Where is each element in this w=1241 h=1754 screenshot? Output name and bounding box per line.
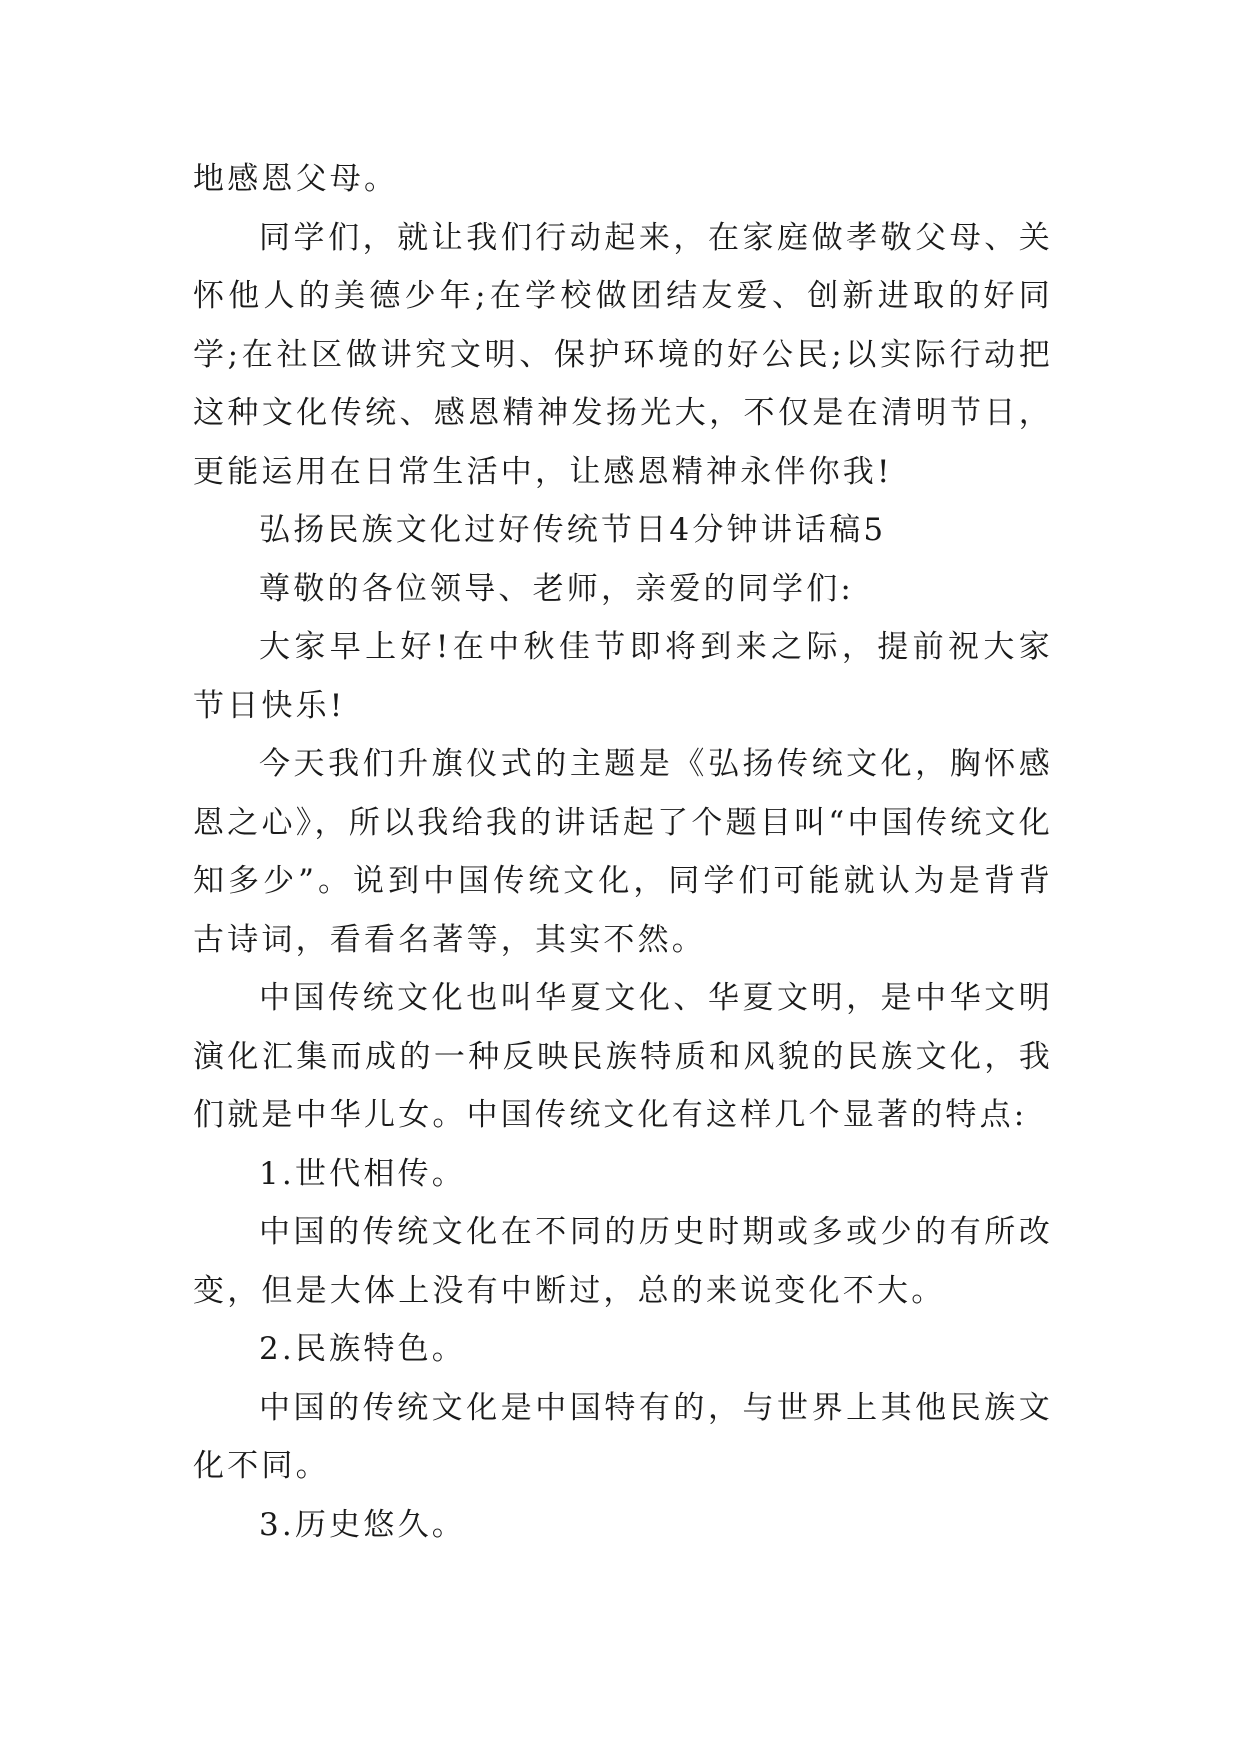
paragraph-item-2-detail: 中国的传统文化是中国特有的，与世界上其他民族文化不同。 [193, 1389, 1053, 1484]
paragraph-theme: 今天我们升旗仪式的主题是《弘扬传统文化，胸怀感恩之心》，所以我给我的讲话起了个题目叫“中国传统文化知多少”。说到中国传统文化，同学们可能就认为是背背古诗词，看看名著等，其实不然。 [193, 746, 1053, 958]
list-item-3: 3.历史悠久。 [259, 1506, 466, 1543]
paragraph-salutation: 尊敬的各位领导、老师，亲爱的同学们: [259, 570, 855, 607]
section-heading: 弘扬民族文化过好传统节日4分钟讲话稿5 [259, 512, 887, 548]
paragraph-greeting: 大家早上好!在中秋佳节即将到来之际，提前祝大家节日快乐! [193, 629, 1053, 724]
paragraph-definition: 中国传统文化也叫华夏文化、华夏文明，是中华文明演化汇集而成的一种反映民族特质和风貌的民族文化，我们就是中华儿女。中国传统文化有这样几个显著的特点: [193, 980, 1053, 1133]
paragraph-call-to-action: 同学们，就让我们行动起来，在家庭做孝敬父母、关怀他人的美德少年;在学校做团结友爱、创新进取的好同学;在社区做讲究文明、保护环境的好公民;以实际行动把这种文化传统、感恩精神发扬光大，不仅是在清明节日，更能运用在日常生活中，让感恩精神永伴你我! [193, 219, 1053, 490]
document-body [193, 150, 1053, 1554]
list-item-1: 1.世代相传。 [259, 1155, 466, 1192]
paragraph-continuation: 地感恩父母。 [193, 161, 399, 197]
paragraph-item-1-detail: 中国的传统文化在不同的历史时期或多或少的有所改变，但是大体上没有中断过，总的来说变化不大。 [193, 1214, 1053, 1309]
list-item-2: 2.民族特色。 [259, 1331, 466, 1367]
